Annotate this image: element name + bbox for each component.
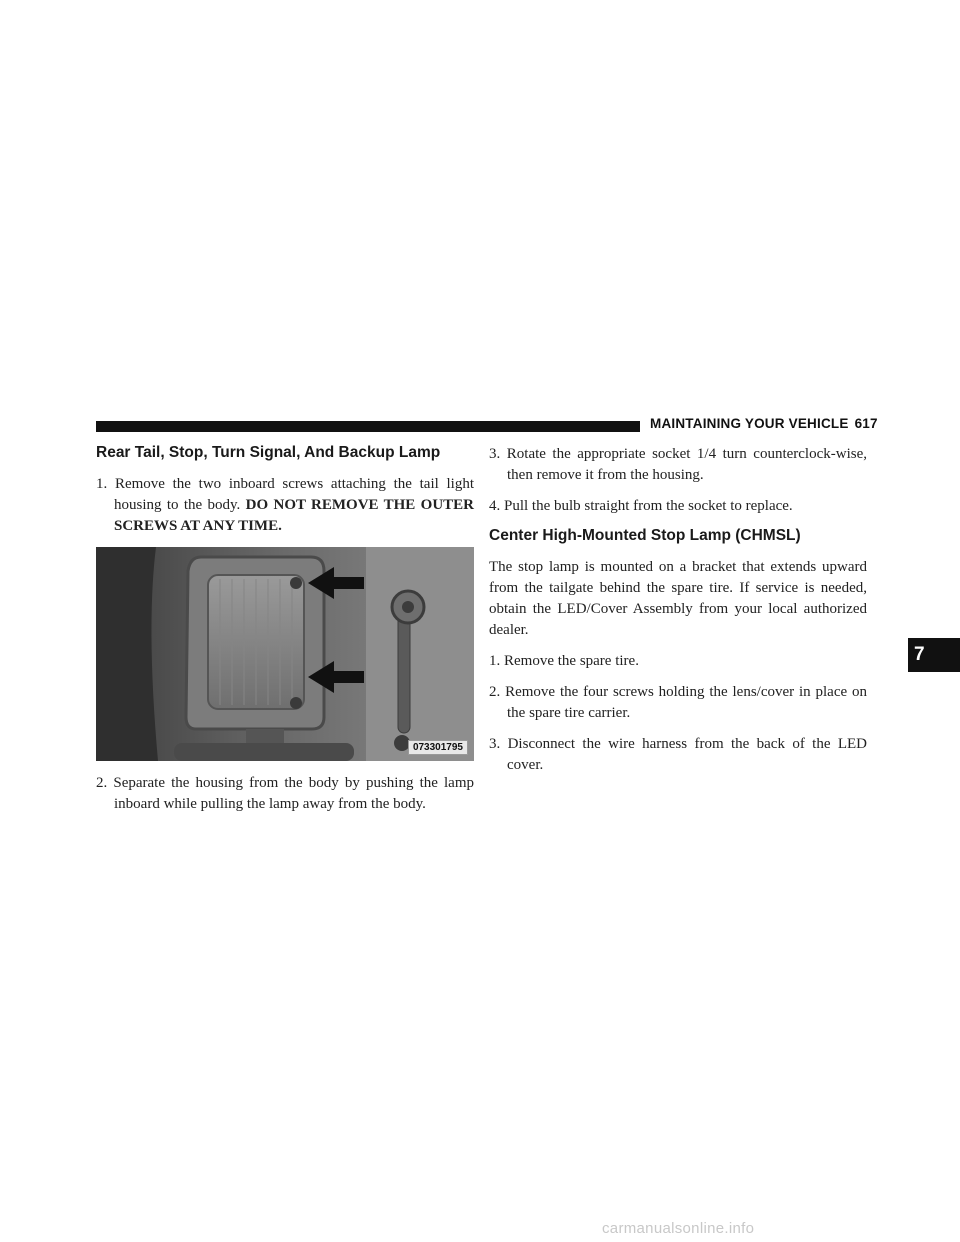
step-1 (96, 474, 474, 537)
step-1-warning: DO NOT REMOVE THE OUTER SCREWS AT ANY TIME. (114, 497, 474, 534)
step-3: 3. Rotate the appropriate socket 1/4 turn counterclock-wise, then remove it from the housing. (489, 446, 867, 483)
page-number: 617 (854, 416, 878, 431)
tail-lamp-figure (96, 547, 474, 761)
watermark: carmanualsonline.info (602, 1220, 755, 1237)
right-column (489, 444, 867, 786)
section-heading-rear-lamp: Rear Tail, Stop, Turn Signal, And Backup Lamp (96, 444, 441, 461)
section-title: MAINTAINING YOUR VEHICLE (650, 416, 849, 431)
step-4: 4. Pull the bulb straight from the socket to replace. (489, 498, 793, 514)
section-heading-chmsl: Center High-Mounted Stop Lamp (CHMSL) (489, 527, 801, 544)
running-header (650, 416, 878, 431)
header-rule (96, 421, 640, 432)
chmsl-intro: The stop lamp is mounted on a bracket that extends upward from the tailgate behind the spare tire. If service is needed, obtain the LED/Cover Assembly from your local authorized dealer. (489, 559, 867, 638)
step-2: 2. Separate the housing from the body by pushing the lamp inboard while pulling the lamp away from the body. (96, 775, 474, 812)
figure-code-label: 073301795 (408, 740, 468, 755)
chmsl-step-1: 1. Remove the spare tire. (489, 653, 639, 669)
step-1-text: 1. Remove the two inboard screws attaching the tail light housing to the body. (96, 476, 474, 513)
chmsl-step-2: 2. Remove the four screws holding the lens/cover in place on the spare tire carrier. (489, 684, 867, 721)
chmsl-step-3: 3. Disconnect the wire harness from the back of the LED cover. (489, 736, 867, 773)
tail-lamp-illustration (96, 547, 474, 761)
left-column (96, 444, 474, 825)
chapter-tab: 7 (908, 638, 960, 672)
